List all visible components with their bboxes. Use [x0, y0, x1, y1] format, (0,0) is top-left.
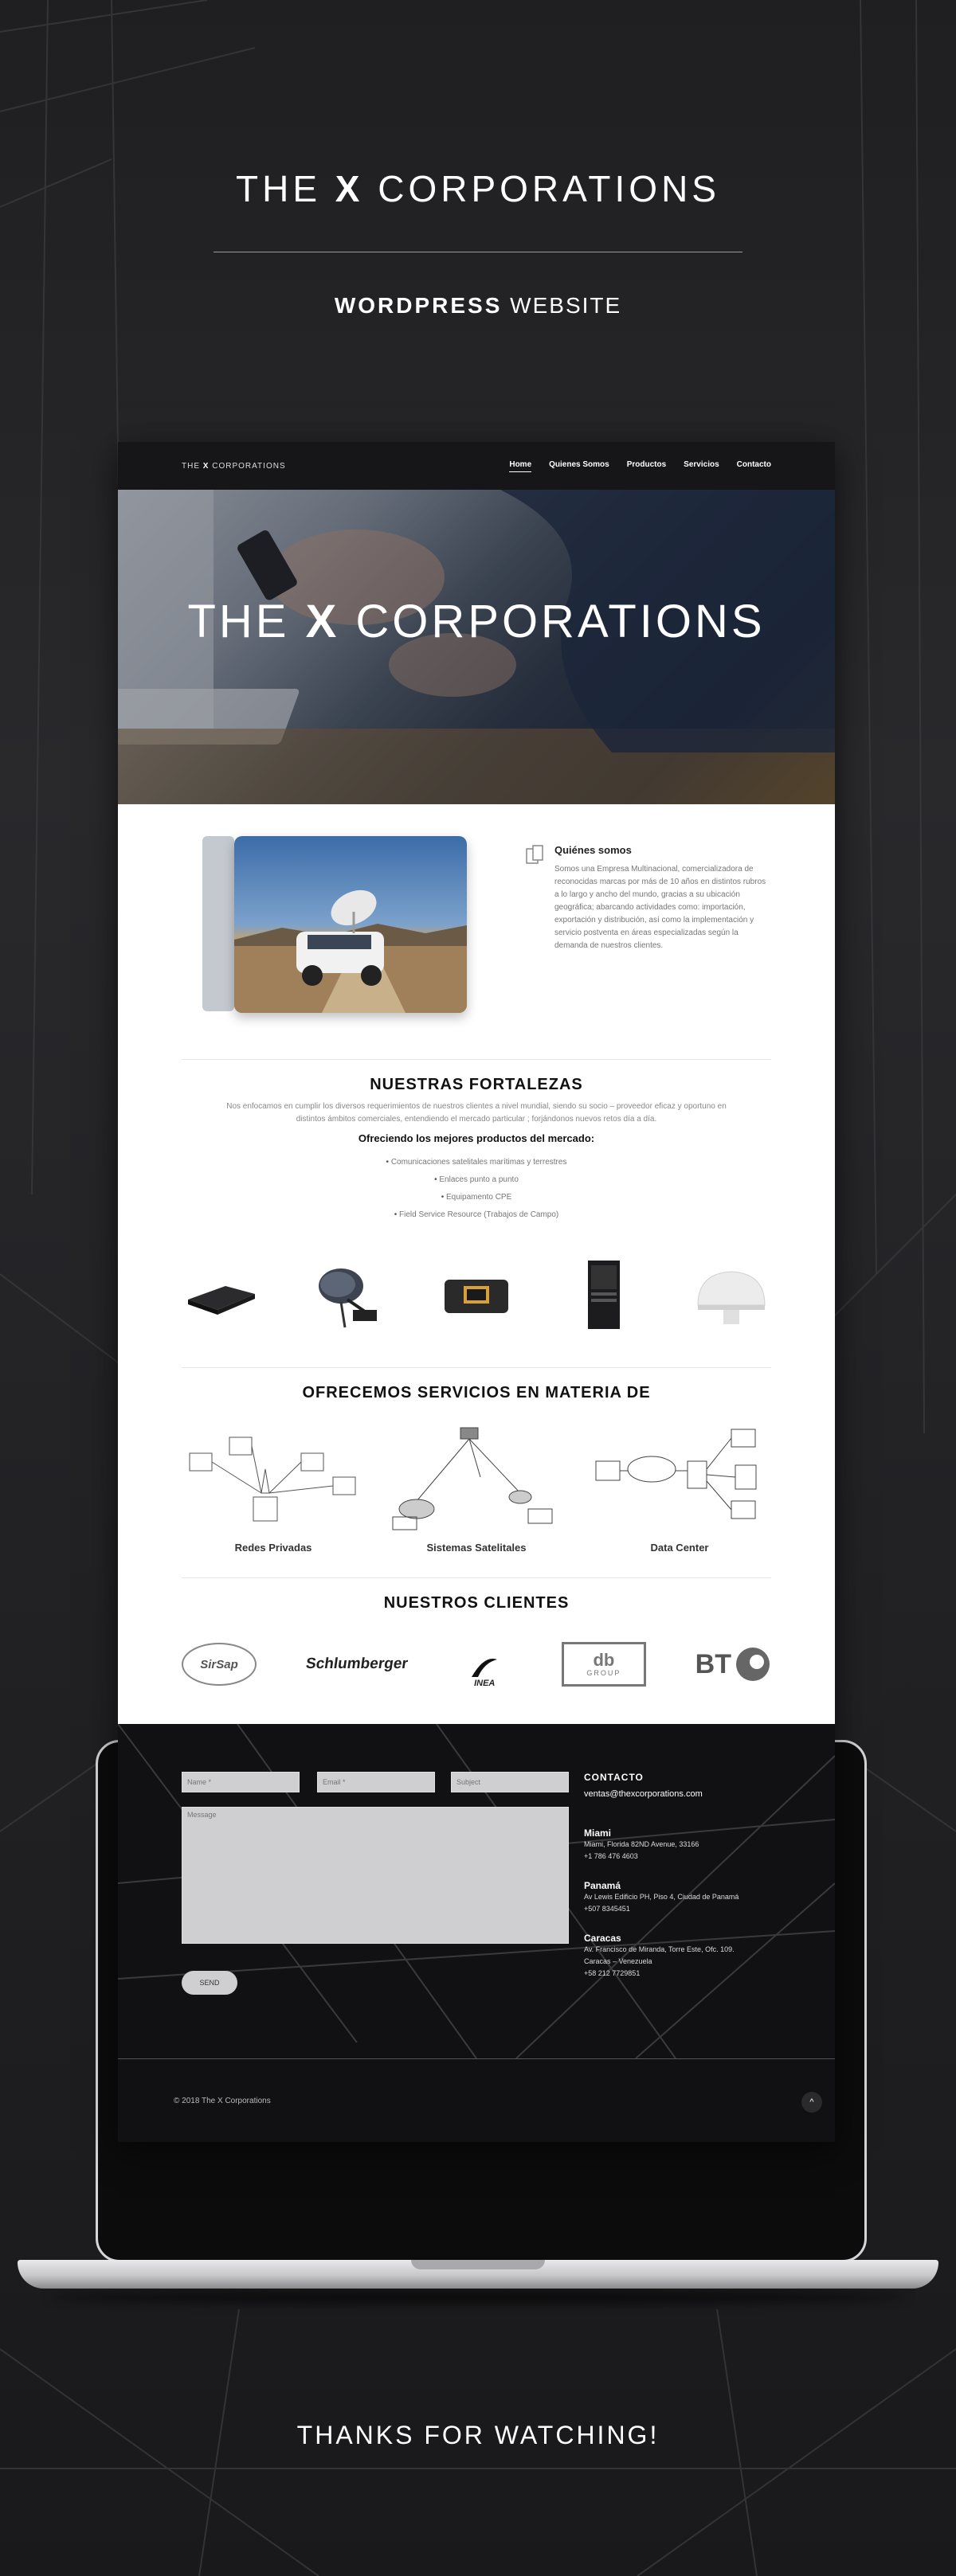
- office-address: Av Lewis Edificio PH, Piso 4, Ciudad de Panamá: [584, 1893, 739, 1901]
- office-address: Caracas – Venezuela: [584, 1957, 652, 1965]
- laptop-shadow: [48, 2290, 908, 2304]
- about-section: [118, 804, 835, 1059]
- products-row: [118, 1224, 835, 1367]
- contact-info: [584, 1772, 767, 1980]
- bt-globe-icon: [735, 1646, 771, 1683]
- private-network-diagram: [182, 1421, 365, 1533]
- client-logo-sirsap: SirSap: [182, 1643, 257, 1686]
- presentation-subtitle: WORDPRESS WEBSITE: [334, 293, 622, 318]
- list-item: • Field Service Resource (Trabajos de Campo): [182, 1206, 771, 1224]
- send-button[interactable]: SEND: [182, 1971, 237, 1995]
- about-photo-backdrop: [202, 836, 234, 1011]
- satellite-dish-product-image: [309, 1256, 389, 1335]
- strengths-title: NUESTRAS FORTALEZAS: [370, 1076, 583, 1093]
- chevron-up-icon[interactable]: ^: [801, 2092, 822, 2113]
- router-product-image: [182, 1256, 261, 1335]
- footer: [118, 1724, 835, 2142]
- data-center-diagram: [588, 1421, 771, 1533]
- satellite-system-diagram: [385, 1421, 568, 1533]
- service-data-center[interactable]: [588, 1421, 771, 1554]
- services-row: [182, 1421, 771, 1554]
- name-input[interactable]: [182, 1772, 300, 1792]
- service-label: Sistemas Satelitales: [426, 1542, 527, 1554]
- office-city: Caracas: [584, 1933, 621, 1944]
- client-logo-schlumberger: Schlumberger: [304, 1655, 409, 1672]
- client-logo-inea: INEA: [456, 1640, 512, 1688]
- office-phone: +58 212 7729851: [584, 1969, 641, 1977]
- service-label: Redes Privadas: [234, 1542, 312, 1554]
- office-city: Panamá: [584, 1880, 621, 1891]
- terminal-product-image: [437, 1256, 516, 1335]
- office-phone: +1 786 476 4603: [584, 1852, 638, 1860]
- client-logo-db-group: db GROUP: [562, 1642, 646, 1687]
- nav-item-home[interactable]: Home: [509, 460, 531, 472]
- contact-email[interactable]: ventas@thexcorporations.com: [584, 1789, 703, 1799]
- copyright: © 2018 The X Corporations: [174, 2097, 271, 2105]
- contact-heading: CONTACTO: [584, 1772, 644, 1783]
- office-address: Av. Francisco de Miranda, Torre Este, Ofc. 109.: [584, 1945, 735, 1953]
- about-photo: [234, 836, 467, 1013]
- suv-satellite-image: [234, 836, 467, 1013]
- strengths-text: Nos enfocamos en cumplir los diversos requerimientos de nuestros clientes a nivel mundial, siendo su socio – proveedor eficaz y oportuno en distintos ámbitos comerciales, entendiendo el mercado particular ; forjándonos nuevos retos día a día.: [226, 1102, 727, 1124]
- hero-banner: [118, 490, 835, 804]
- strengths-list: [182, 1154, 771, 1224]
- dome-antenna-product-image: [692, 1256, 771, 1335]
- clients-section: [118, 1578, 835, 1724]
- list-item: • Equipamento CPE: [182, 1189, 771, 1206]
- footer-divider: [118, 2058, 835, 2059]
- nav-item-servicios[interactable]: Servicios: [684, 459, 719, 469]
- server-tower-product-image: [564, 1256, 644, 1335]
- service-label: Data Center: [650, 1542, 709, 1554]
- subject-input[interactable]: [451, 1772, 569, 1792]
- strengths-subtitle: Ofreciendo los mejores productos del mercado:: [358, 1132, 595, 1144]
- document-phone-icon: [524, 844, 545, 865]
- nav-item-contacto[interactable]: Contacto: [736, 459, 771, 469]
- office-phone: +507 8345451: [584, 1905, 630, 1913]
- list-item: • Comunicaciones satelitales marítimas y terrestres: [182, 1154, 771, 1171]
- message-textarea[interactable]: [182, 1807, 569, 1944]
- nav-menu: [509, 460, 771, 472]
- office-city: Miami: [584, 1827, 612, 1839]
- services-section: [118, 1368, 835, 1554]
- navbar: [118, 442, 835, 490]
- nav-item-productos[interactable]: Productos: [626, 459, 667, 469]
- nav-logo[interactable]: THE X CORPORATIONS: [182, 461, 286, 471]
- thanks-message: THANKS FOR WATCHING!: [296, 2421, 660, 2449]
- email-input[interactable]: [317, 1772, 435, 1792]
- inea-mark-icon: [468, 1655, 500, 1679]
- services-title: OFRECEMOS SERVICIOS EN MATERIA DE: [302, 1384, 651, 1401]
- nav-item-quienes-somos[interactable]: Quienes Somos: [549, 459, 609, 469]
- clients-logos: [182, 1636, 771, 1692]
- hero-title: THE X CORPORATIONS: [187, 596, 766, 647]
- about-text: Somos una Empresa Multinacional, comercializadora de reconocidas marcas por más de 10 años en distintos rubros a lo largo y ancho del mundo, gracias a su ubicación geográfica; abarcando actividades como: importación, exportación y distribución, así como la implementación y servicio postventa en áreas especializadas según la demanda de nuestros clientes.: [554, 865, 766, 950]
- laptop-notch: [411, 2260, 545, 2269]
- presentation-title: THE X CORPORATIONS: [236, 168, 720, 209]
- service-satellite-systems[interactable]: [385, 1421, 568, 1554]
- website-mockup: [118, 442, 835, 2142]
- clients-title: NUESTROS CLIENTES: [383, 1594, 570, 1612]
- strengths-section: [118, 1060, 835, 1224]
- service-private-networks[interactable]: [182, 1421, 365, 1554]
- about-heading: Quiénes somos: [554, 844, 632, 856]
- office-address: Miami, Florida 82ND Avenue, 33166: [584, 1840, 699, 1848]
- client-logo-bt: BT: [695, 1646, 771, 1683]
- list-item: • Enlaces punto a punto: [182, 1171, 771, 1189]
